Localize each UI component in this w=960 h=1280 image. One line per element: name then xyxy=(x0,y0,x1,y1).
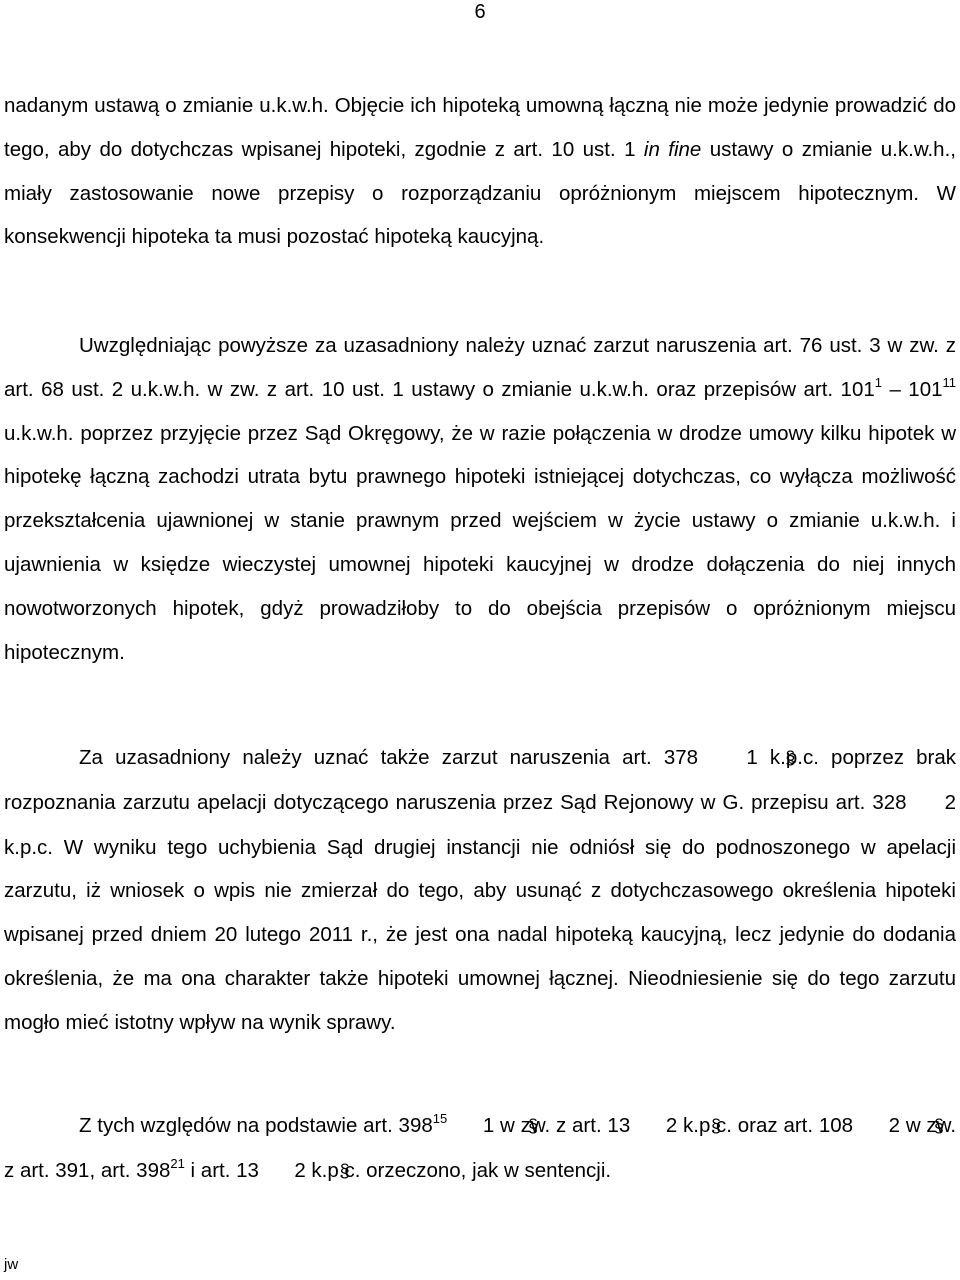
paragraph-4-text-e: i art. 13 xyxy=(184,1158,259,1182)
paragraph-2-dash: – 101 xyxy=(882,377,943,401)
superscript: 21 xyxy=(170,1155,185,1171)
paragraph-4 xyxy=(4,1104,956,1194)
paragraph-4-text-b: 1 w zw. z art. 13 xyxy=(482,1114,631,1137)
section-sign-icon xyxy=(859,1104,883,1149)
superscript: 1 xyxy=(874,374,882,390)
section-sign-icon xyxy=(636,1104,660,1149)
paragraph-2 xyxy=(4,324,956,674)
paragraph-1-text: nadanym ustawą o zmianie u.k.w.h. Objęcie ich hipoteką umowną łączną nie może jedynie prowadzić do tego, aby do dotychczas wpisanej hipoteki, zgodnie z art. 10 ust. 1 xyxy=(4,94,956,161)
paragraph-3 xyxy=(4,736,956,1045)
superscript: 15 xyxy=(432,1111,448,1126)
paragraph-1-italic: in fine xyxy=(643,137,702,161)
paragraph-4-text-f: 2 k.p.c. orzeczono, jak w sentencji. xyxy=(294,1158,612,1182)
page-number: 6 xyxy=(474,1,486,23)
section-sign-icon xyxy=(265,1149,289,1194)
paragraph-2-text-a: Uwzględniając powyższe za uzasadniony należy uznać zarzut naruszenia art. 76 ust. 3 w zw. z art. 68 ust. 2 u.k.w.h. w zw. z art. 10 ust. 1 ustawy o zmianie u.k.w.h. oraz przepisów art. 101 xyxy=(4,334,956,401)
paragraph-2-text-b: u.k.w.h. poprzez przyjęcie przez Sąd Okręgowy, że w razie połączenia w drodze umowy kilku hipotek w hipotekę łączną zachodzi utrata bytu prawnego hipoteki istniejącej dotychczas, co wyłącza możliwość przekształcenia ujawnionej w stanie prawnym przed wejściem w życie ustawy o zmianie u.k.w.h. i ujawnienia w księdze wieczystej umownej hipoteki kaucyjnej w drodze dołączenia do niej innych nowotworzonych hipotek, gdyż prowadziłoby to do obejścia przepisów o opróżnionym miejscu hipotecznym. xyxy=(4,421,956,664)
section-sign-icon xyxy=(710,736,734,781)
paragraph-4-text-c: 2 k.p.c. oraz art. 108 xyxy=(665,1114,854,1137)
paragraph-3-text-a: Za uzasadniony należy uznać także zarzut naruszenia art. 378 xyxy=(79,746,699,769)
section-sign-icon xyxy=(914,781,938,826)
paragraph-4-text-a: Z tych względów na podstawie art. 398 xyxy=(79,1114,433,1137)
superscript: 11 xyxy=(942,374,957,390)
paragraph-4-text-d: 2 w zw. z art. 391, art. 398 xyxy=(4,1114,957,1182)
paragraph-1-tail: ustawy o zmianie u.k.w.h., miały zastosowanie nowe przepisy o rozporządzaniu opróżnionym miejscem hipotecznym. W konsekwencji hipoteka ta musi pozostać hipoteką kaucyjną. xyxy=(4,137,956,249)
paragraph-3-text-b: 1 k.p.c. poprzez brak rozpoznania zarzutu apelacji dotyczącego naruszenia przez Sąd Rejonowy w G. przepisu art. 328 xyxy=(4,746,956,814)
paragraph-3-text-c: 2 k.p.c. W wyniku tego uchybienia Sąd drugiej instancji nie odniósł się do podnoszonego w apelacji zarzutu, iż wniosek o wpis nie zmierzał do tego, aby usunąć z dotychczasowego określenia hipoteki wpisanej przed dniem 20 lutego 2011 r., że jest ona nadal hipoteką kaucyjną, lecz jedynie do dodania określenia, że ma ona charakter także hipoteki umownej łącznej. Nieodniesienie się do tego zarzutu mogło mieć istotny wpływ na wynik sprawy. xyxy=(4,790,956,1034)
paragraph-1 xyxy=(4,84,956,259)
footer-initials: jw xyxy=(4,1256,19,1273)
section-sign-icon xyxy=(453,1104,477,1149)
